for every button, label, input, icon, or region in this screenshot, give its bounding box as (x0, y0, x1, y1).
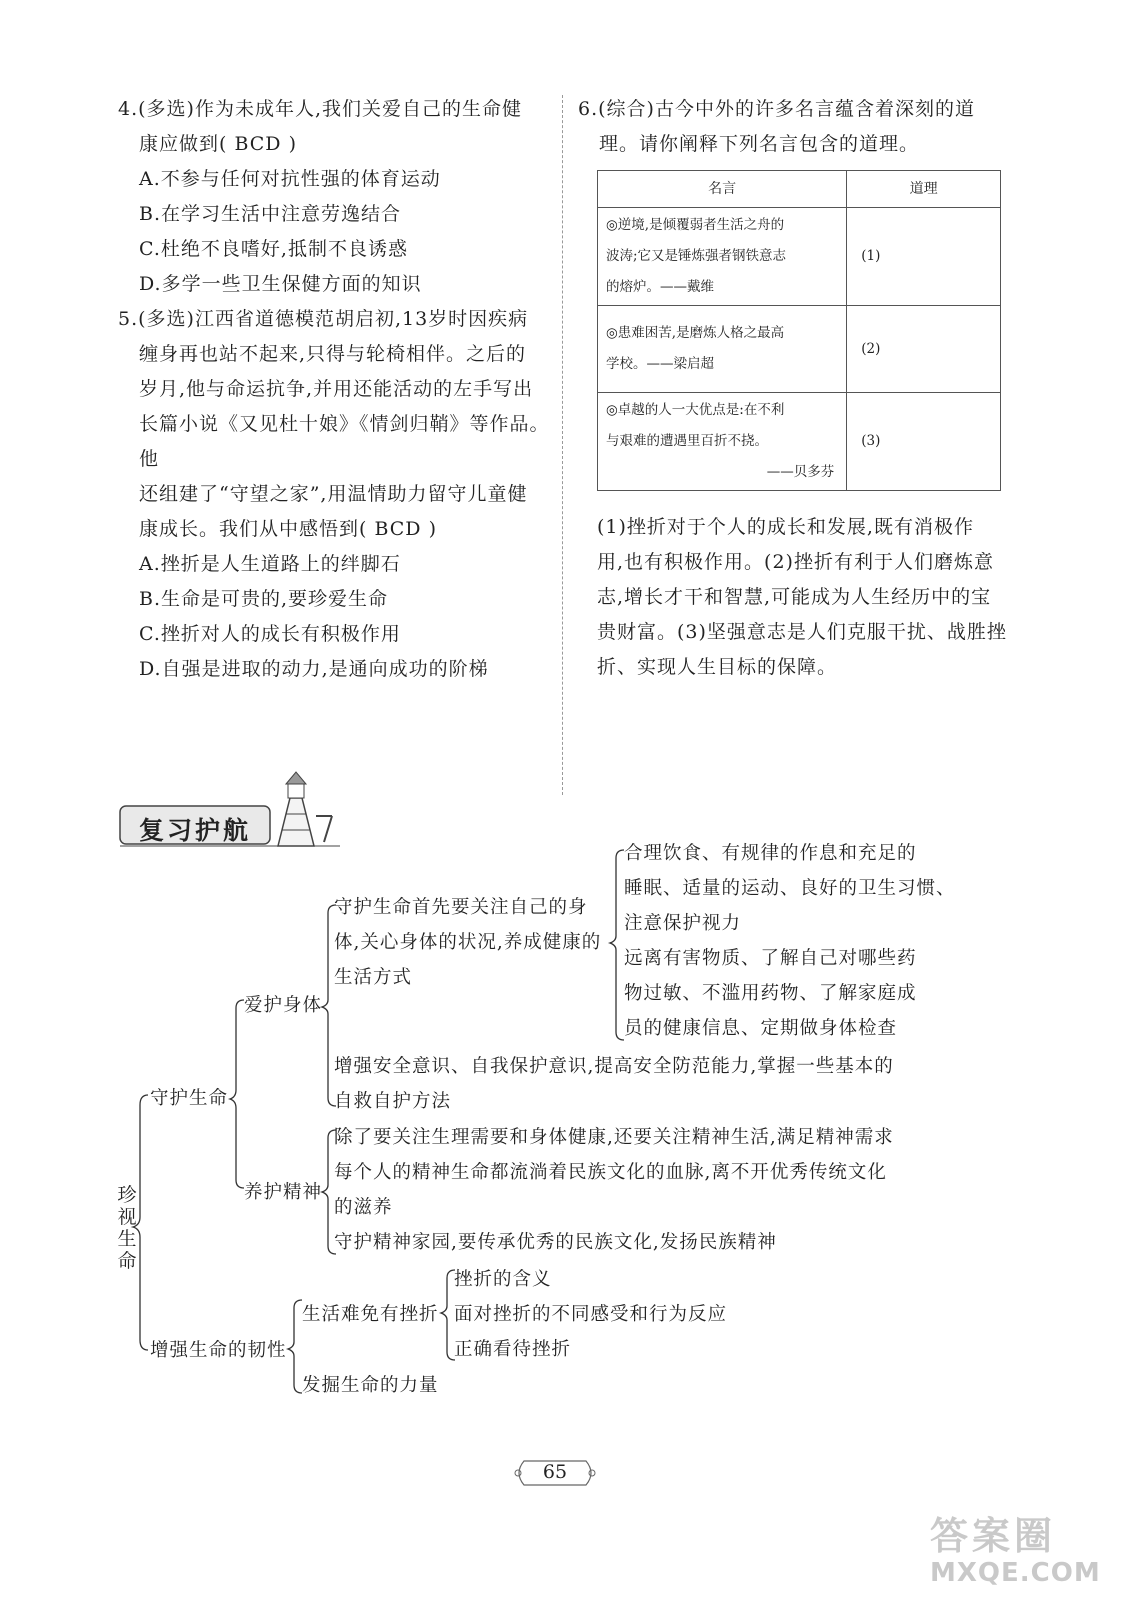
root-char: 命 (117, 1250, 137, 1272)
q4-stem-line1: 4.(多选)作为未成年人,我们关爱自己的生命健 (118, 98, 522, 120)
q4-stem-line2: 康应做到( BCD ) (139, 133, 297, 155)
q5-option-d: D.自强是进取的动力,是通向成功的阶梯 (139, 658, 489, 680)
tree-line: 正确看待挫折 (454, 1339, 572, 1360)
tree-line: 的滋养 (334, 1197, 393, 1218)
tree-line: 每个人的精神生命都流淌着民族文化的血脉,离不开优秀传统文化 (334, 1162, 887, 1183)
q5-stem-line: 5.(多选)江西省道德模范胡启初,13岁时因疾病 (118, 308, 529, 330)
tree-line: 物过敏、不滥用药物、了解家庭成 (624, 983, 917, 1004)
tree-line: 自救自护方法 (334, 1091, 452, 1112)
node-avoid (624, 941, 917, 1046)
q5-option-b: B.生命是可贵的,要珍爱生命 (139, 588, 389, 610)
mindmap-root (116, 1184, 138, 1272)
quote-line: 与艰难的遭遇里百折不挠。 (606, 433, 768, 449)
q6-stem-line2: 理。请你阐释下列名言包含的道理。 (599, 133, 920, 155)
node-body: 爱护身体 (244, 995, 323, 1016)
tree-line: 体,关心身体的状况,养成健康的 (334, 932, 602, 953)
tree-line: 睡眠、适量的运动、良好的卫生习惯、 (624, 878, 956, 899)
q4-option-d: D.多学一些卫生保健方面的知识 (139, 273, 422, 295)
tree-line: 除了要关注生理需要和身体健康,还要关注精神生活,满足精神需求 (334, 1127, 894, 1148)
node-setback-items (454, 1262, 727, 1367)
page-number-ornament (510, 1455, 600, 1491)
quote-line: ◎患难困苦,是磨炼人格之最高 (606, 325, 785, 341)
q4-option-b: B.在学习生活中注意劳逸结合 (139, 203, 402, 225)
quote-line: 学校。——梁启超 (606, 356, 714, 372)
tree-line: 远离有害物质、了解自己对哪些药 (624, 948, 917, 969)
q5-stem-line: 康成长。我们从中感悟到( BCD ) (139, 518, 437, 540)
quote-line: ◎卓越的人一大优点是:在不利 (606, 402, 785, 418)
quote-line: 的熔炉。——戴维 (606, 279, 714, 295)
answer-cell: (1) (847, 208, 1001, 306)
answer-line: 折、实现人生目标的保障。 (597, 656, 838, 678)
tree-line: 守护生命首先要关注自己的身 (334, 897, 588, 918)
node-spirit: 养护精神 (244, 1182, 323, 1203)
answer-line: 用,也有积极作用。(2)挫折有利于人们磨炼意 (597, 551, 994, 573)
tree-line: 生活方式 (334, 967, 413, 988)
q5-option-c: C.挫折对人的成长有积极作用 (139, 623, 401, 645)
q4-option-c: C.杜绝不良嗜好,抵制不良诱惑 (139, 238, 408, 260)
node-habits (624, 836, 956, 941)
node-body-first (334, 890, 601, 995)
page-number: 65 (542, 1461, 568, 1483)
node-guard-life: 守护生命 (150, 1088, 229, 1109)
header-meaning: 道理 (847, 171, 1001, 208)
tree-line: 面对挫折的不同感受和行为反应 (454, 1304, 728, 1325)
q5-stem-line: 长篇小说《又见杜十娘》《情剑归鞘》等作品。他 (139, 413, 550, 470)
tree-line: 员的健康信息、定期做身体检查 (624, 1018, 898, 1039)
q5-stem-line: 岁月,他与命运抗争,并用还能活动的左手写出 (139, 378, 534, 400)
node-safety (334, 1049, 894, 1119)
quote-line: ◎逆境,是倾覆弱者生活之舟的 (606, 217, 785, 233)
quote-line: 波涛;它又是锤炼强者钢铁意志 (606, 248, 787, 264)
q5-option-a: A.挫折是人生道路上的绊脚石 (139, 553, 401, 575)
node-spirit-items (334, 1120, 894, 1260)
tree-line: 合理饮食、有规律的作息和充足的 (624, 843, 917, 864)
watermark-line1: 答案圈 (930, 1514, 1057, 1558)
banner-title: 复习护航 (138, 816, 251, 845)
tree-line: 挫折的含义 (454, 1269, 552, 1290)
answer-line: 志,增长才干和智慧,可能成为人生经历中的宝 (597, 586, 992, 608)
watermark-line2: MXQE.COM (930, 1558, 1101, 1588)
q5-stem-line: 还组建了“守望之家”,用温情助力留守儿童健 (139, 483, 528, 505)
quote-attribution: ——贝多芬 (766, 464, 835, 480)
answer-line: (1)挫折对于个人的成长和发展,既有消极作 (597, 516, 974, 538)
node-resilience: 增强生命的韧性 (150, 1340, 287, 1361)
watermark (930, 1505, 1101, 1588)
tree-line: 注意保护视力 (624, 913, 742, 934)
answer-line: 贵财富。(3)坚强意志是人们克服干扰、战胜挫 (597, 621, 1007, 643)
q4-option-a: A.不参与任何对抗性强的体育运动 (139, 168, 441, 190)
tree-line: 守护精神家园,要传承优秀的民族文化,发扬民族精神 (334, 1232, 777, 1253)
root-char: 生 (117, 1228, 137, 1250)
node-setbacks: 生活难免有挫折 (302, 1304, 439, 1325)
node-dig-power: 发掘生命的力量 (302, 1375, 439, 1396)
answer-cell: (3) (847, 393, 1001, 491)
q6-stem-line1: 6.(综合)古今中外的许多名言蕴含着深刻的道 (578, 98, 975, 120)
answer-cell: (2) (847, 306, 1001, 393)
root-char: 珍 (117, 1184, 137, 1206)
q5-stem-line: 缠身再也站不起来,只得与轮椅相伴。之后的 (139, 343, 527, 365)
root-char: 视 (117, 1206, 137, 1228)
tree-line: 增强安全意识、自我保护意识,提高安全防范能力,掌握一些基本的 (334, 1056, 894, 1077)
header-quote: 名言 (598, 171, 847, 208)
